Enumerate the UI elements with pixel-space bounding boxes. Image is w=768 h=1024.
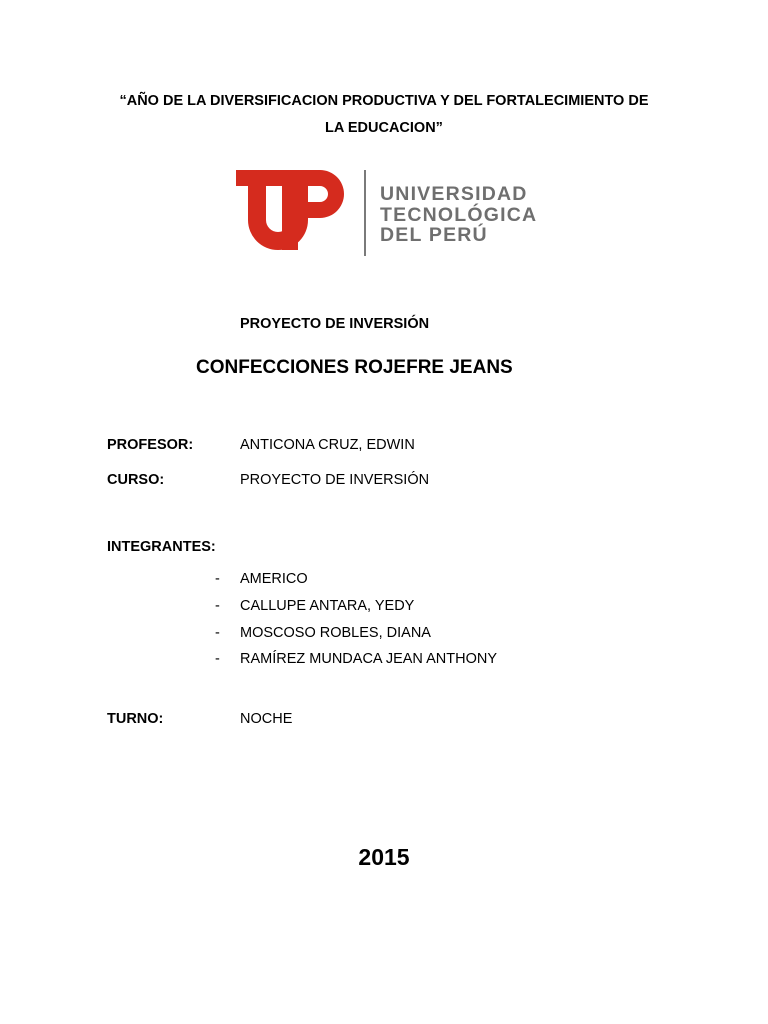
member-item: CALLUPE ANTARA, YEDY bbox=[240, 598, 415, 614]
integrantes-label: INTEGRANTES: bbox=[107, 539, 216, 555]
list-bullet: - bbox=[215, 598, 220, 614]
document-year: 2015 bbox=[358, 844, 410, 870]
list-bullet: - bbox=[215, 625, 220, 641]
document-title: CONFECCIONES ROJEFRE JEANS bbox=[196, 357, 513, 378]
list-bullet: - bbox=[215, 651, 220, 667]
profesor-label: PROFESOR: bbox=[107, 437, 194, 453]
member-item: AMERICO bbox=[240, 571, 308, 587]
turno-value: NOCHE bbox=[240, 711, 293, 727]
list-bullet: - bbox=[215, 571, 220, 587]
logo-text-tecnologica: TECNOLÓGICA bbox=[380, 204, 538, 226]
logo-text-universidad: UNIVERSIDAD bbox=[380, 183, 528, 205]
profesor-value: ANTICONA CRUZ, EDWIN bbox=[240, 437, 415, 453]
turno-label: TURNO: bbox=[107, 711, 164, 727]
curso-label: CURSO: bbox=[107, 472, 165, 488]
member-item: RAMÍREZ MUNDACA JEAN ANTHONY bbox=[240, 651, 497, 667]
logo-text-del-peru: DEL PERÚ bbox=[380, 224, 488, 246]
document-subtitle: PROYECTO DE INVERSIÓN bbox=[240, 316, 430, 332]
motto-line-2: LA EDUCACION” bbox=[325, 120, 443, 136]
motto-line-1: “AÑO DE LA DIVERSIFICACION PRODUCTIVA Y DEL FORTALECIMIENTO DE bbox=[119, 93, 649, 109]
member-item: MOSCOSO ROBLES, DIANA bbox=[240, 625, 431, 641]
curso-value: PROYECTO DE INVERSIÓN bbox=[240, 472, 430, 488]
